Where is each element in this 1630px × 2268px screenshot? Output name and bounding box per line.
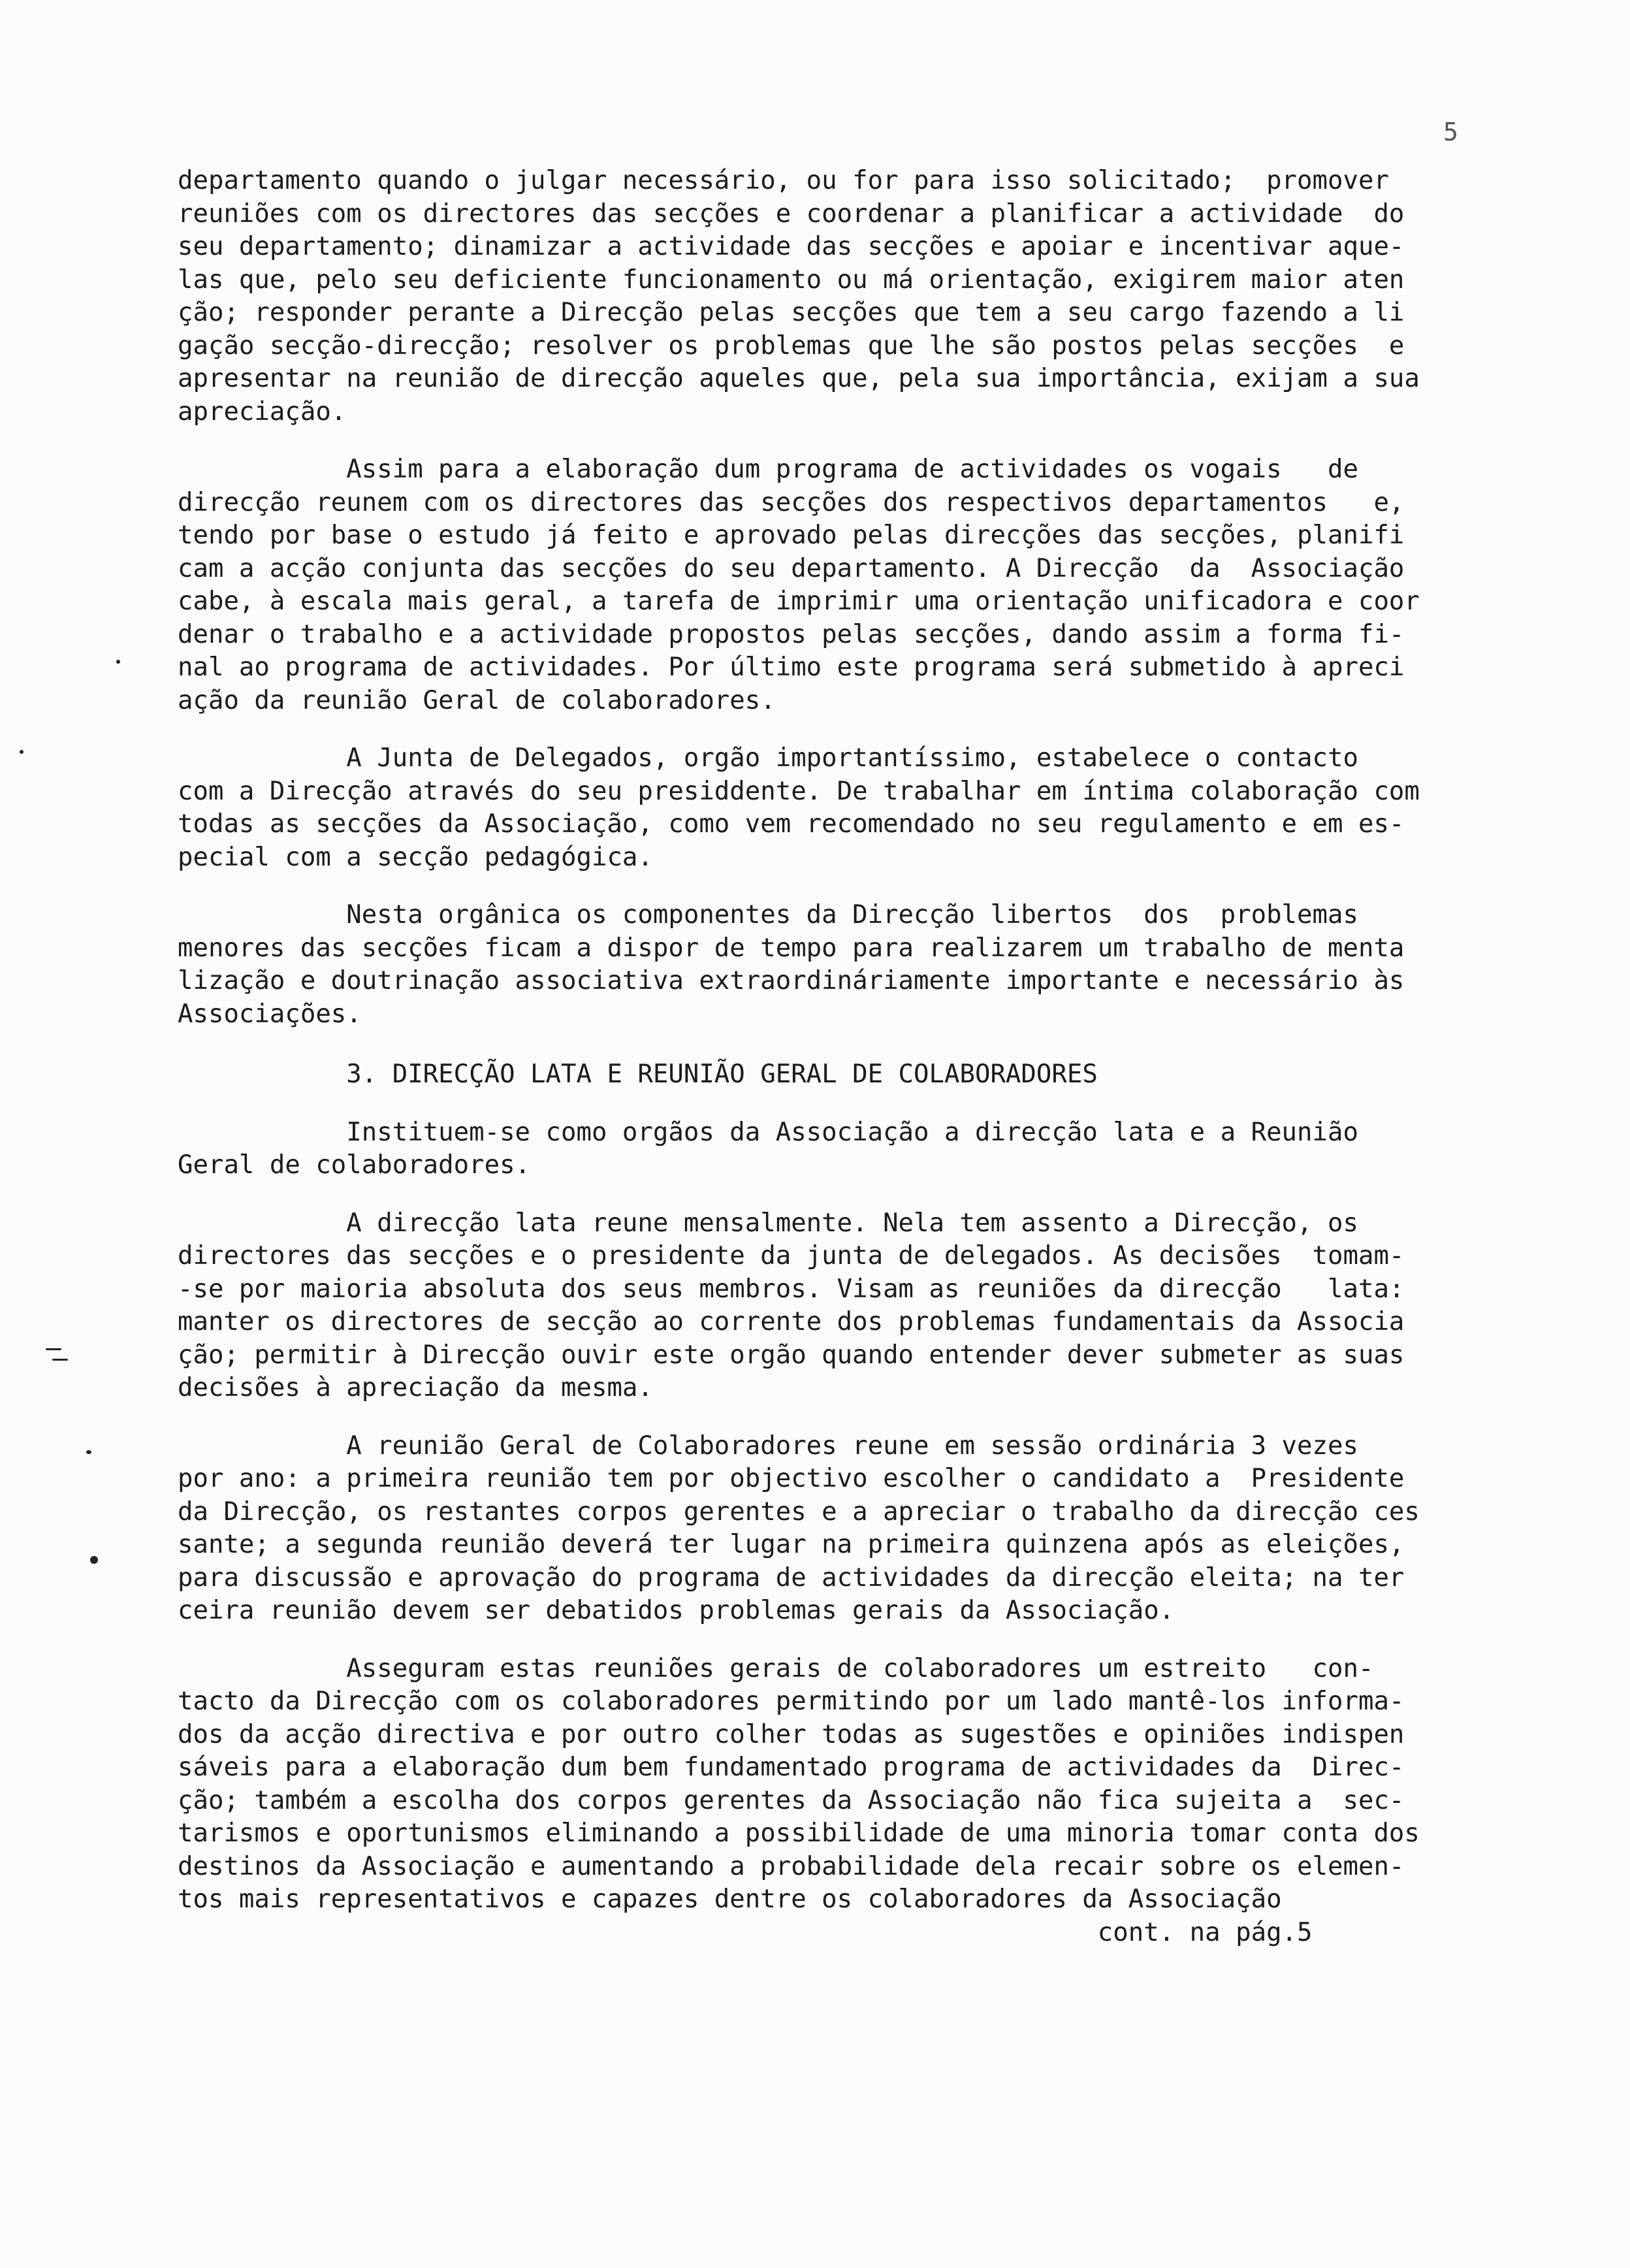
page-number: 5 [1443, 118, 1458, 146]
text-line: tos mais representativos e capazes dentre os colaboradores da Associação [178, 1885, 1282, 1914]
text-line: ceira reunião devem ser debatidos problemas gerais da Associação. [178, 1596, 1175, 1625]
paragraph [178, 899, 1477, 1031]
text-line: las que, pelo seu deficiente funcionamento ou má orientação, exigirem maior aten [178, 265, 1405, 295]
text-line: gação secção-direcção; resolver os problemas que lhe são postos pelas secções e [178, 331, 1405, 361]
scan-speck [116, 660, 120, 664]
section-heading: 3. DIRECÇÃO LATA E REUNIÃO GERAL DE COLABORADORES [178, 1060, 1098, 1089]
continuation-note: cont. na pág.5 [178, 1917, 1313, 1947]
text-line: Instituem-se como orgãos da Associação a direcção lata e a Reunião [178, 1117, 1358, 1147]
text-line: Nesta orgânica os componentes da Direcção libertos dos problemas [178, 900, 1358, 930]
text-line: denar o trabalho e a actividade propostos pelas secções, dando assim a forma fi- [178, 619, 1405, 649]
text-line: tendo por base o estudo já feito e aprovado pelas direcções das secções, planifi [178, 521, 1405, 550]
text-line: por ano: a primeira reunião tem por objectivo escolher o candidato a Presidente [178, 1464, 1405, 1493]
text-line: lização e doutrinação associativa extraordináriamente importante e necessário às [178, 966, 1405, 996]
text-line: departamento quando o julgar necessário, ou for para isso solicitado; promover [178, 166, 1389, 195]
text-line: Geral de colaboradores. [178, 1150, 531, 1180]
text-line: tarismos e oportunismos eliminando a possibilidade de uma minoria tomar conta dos [178, 1819, 1420, 1848]
text-line: decisões à apreciação da mesma. [178, 1373, 653, 1402]
text-line: com a Direcção através do seu presiddente. De trabalhar em íntima colaboração com [178, 776, 1420, 806]
text-line: reuniões com os directores das secções e coordenar a planificar a actividade do [178, 199, 1405, 229]
text-line: manter os directores de secção ao corrente dos problemas fundamentais da Associa [178, 1307, 1405, 1336]
text-line: Assim para a elaboração dum programa de actividades os vogais de [178, 455, 1358, 484]
scan-speck [20, 750, 24, 754]
paragraph [178, 453, 1477, 717]
text-line: ação da reunião Geral de colaboradores. [178, 685, 776, 715]
text-line: tacto da Direcção com os colaboradores permitindo por um lado mantê-los informa- [178, 1687, 1405, 1716]
paragraph [178, 1653, 1477, 1917]
text-line: da Direcção, os restantes corpos gerentes e a apreciar o trabalho da direcção ces [178, 1497, 1420, 1527]
text-line: A Junta de Delegados, orgão importantíssimo, estabelece o contacto [178, 743, 1358, 773]
text-line: ção; também a escolha dos corpos gerentes da Associação não fica sujeita a sec- [178, 1785, 1405, 1815]
scan-speck [86, 1450, 91, 1454]
text-line: ção; responder perante a Direcção pelas secções que tem a seu cargo fazendo a li [178, 298, 1405, 327]
paragraph [178, 742, 1477, 874]
text-line: Asseguram estas reuniões gerais de colaboradores um estreito con- [178, 1653, 1374, 1683]
text-line: dos da acção directiva e por outro colher todas as sugestões e opiniões indispen [178, 1719, 1405, 1749]
text-line: A direcção lata reune mensalmente. Nela tem assento a Direcção, os [178, 1208, 1358, 1238]
scan-speck [46, 1348, 61, 1350]
paragraph [178, 1116, 1477, 1182]
text-line: sante; a segunda reunião deverá ter lugar na primeira quinzena após as eleições, [178, 1530, 1405, 1559]
text-line: -se por maioria absoluta dos seus membros. Visam as reuniões da direcção lata: [178, 1274, 1405, 1304]
document-body [178, 165, 1477, 1949]
text-line: seu departamento; dinamizar a actividade das secções e apoiar e incentivar aque- [178, 232, 1405, 261]
text-line: todas as secções da Associação, como vem recomendado no seu regulamento e em es- [178, 809, 1405, 839]
text-line: A reunião Geral de Colaboradores reune em sessão ordinária 3 vezes [178, 1431, 1358, 1461]
text-line: cabe, à escala mais geral, a tarefa de imprimir uma orientação unificadora e coor [178, 587, 1420, 616]
text-line: apresentar na reunião de direcção aqueles que, pela sua importância, exijam a sua [178, 364, 1420, 393]
text-line: nal ao programa de actividades. Por último este programa será submetido à apreci [178, 653, 1405, 682]
text-line: para discussão e aprovação do programa de actividades da direcção eleita; na ter [178, 1563, 1405, 1593]
text-line: direcção reunem com os directores das secções dos respectivos departamentos e, [178, 487, 1405, 517]
text-line: ção; permitir à Direcção ouvir este orgão quando entender dever submeter as suas [178, 1340, 1405, 1370]
paragraph [178, 1207, 1477, 1405]
text-line: menores das secções ficam a dispor de tempo para realizarem um trabalho de menta [178, 933, 1405, 963]
text-line: pecial com a secção pedagógica. [178, 842, 653, 872]
text-line: Associações. [178, 999, 362, 1029]
paragraph [178, 1430, 1477, 1628]
text-line: sáveis para a elaboração dum bem fundamentado programa de actividades da Direc- [178, 1753, 1405, 1782]
scan-speck [52, 1359, 68, 1361]
scan-speck [90, 1556, 98, 1564]
paragraph [178, 165, 1477, 429]
text-line: apreciação. [178, 397, 347, 427]
text-line: destinos da Associação e aumentando a probabilidade dela recair sobre os elemen- [178, 1851, 1405, 1881]
text-line: cam a acção conjunta das secções do seu departamento. A Direcção da Associação [178, 553, 1405, 583]
text-line: directores das secções e o presidente da junta de delegados. As decisões tomam- [178, 1241, 1405, 1271]
